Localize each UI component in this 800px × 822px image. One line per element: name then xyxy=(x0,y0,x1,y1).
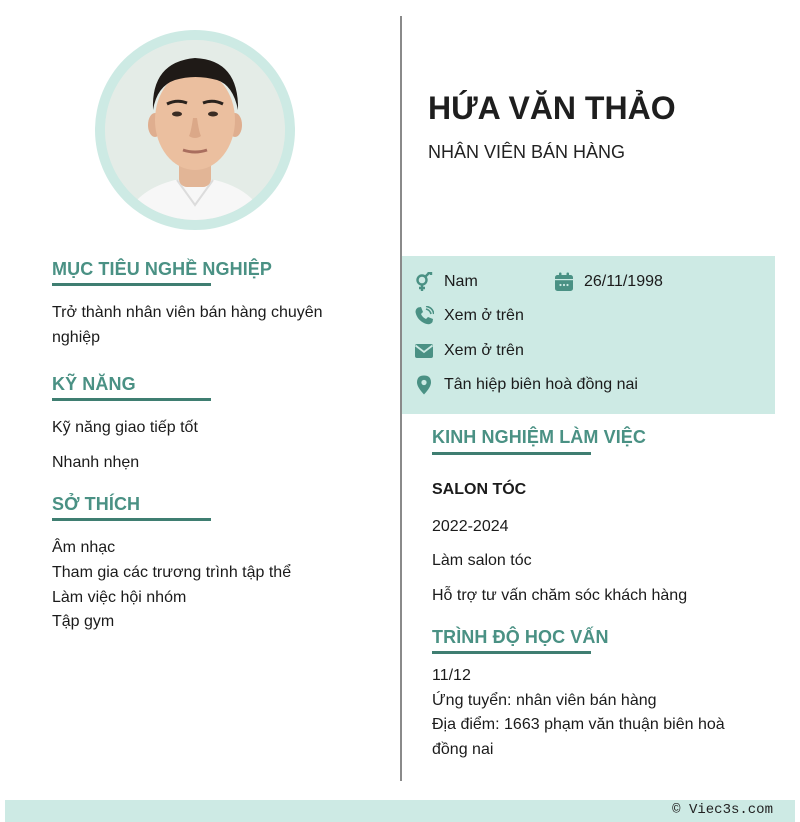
contact-gender xyxy=(414,272,478,292)
education-line: đồng nai xyxy=(432,741,494,758)
portrait-image xyxy=(105,40,285,220)
skill-item: Kỹ năng giao tiếp tốt xyxy=(52,419,198,436)
phone-value: Xem ở trên xyxy=(444,307,524,324)
candidate-name: HỨA VĂN THẢO xyxy=(428,90,676,126)
contact-panel xyxy=(402,256,775,414)
objective-heading: MỤC TIÊU NGHỀ NGHIỆP xyxy=(52,259,273,279)
objective-line-2: nghiệp xyxy=(52,329,101,346)
avatar xyxy=(105,40,285,220)
address-value: Tân hiệp biên hoà đồng nai xyxy=(444,376,638,393)
phone-icon xyxy=(414,306,434,326)
hobby-item: Âm nhạc xyxy=(52,539,116,556)
footer-copyright: © Viec3s.com xyxy=(672,802,773,818)
experience-company: SALON TÓC xyxy=(432,481,527,498)
skills-heading: KỸ NĂNG xyxy=(52,374,136,394)
objective-underline xyxy=(52,283,211,286)
experience-heading: KINH NGHIỆM LÀM VIỆC xyxy=(432,427,647,447)
hobby-item: Tập gym xyxy=(52,613,115,630)
education-underline xyxy=(432,651,591,654)
gender-icon xyxy=(414,272,434,292)
location-icon xyxy=(414,375,434,395)
education-heading: TRÌNH ĐỘ HỌC VẤN xyxy=(432,627,609,647)
contact-address xyxy=(414,375,638,395)
experience-period: 2022-2024 xyxy=(432,518,509,535)
email-icon xyxy=(414,341,434,361)
experience-role: Làm salon tóc xyxy=(432,552,532,569)
contact-phone xyxy=(414,306,524,326)
education-line: Địa điểm: 1663 phạm văn thuận biên hoà xyxy=(432,716,725,733)
education-line: 11/12 xyxy=(432,667,471,684)
avatar-frame xyxy=(95,30,295,230)
hobby-item: Làm việc hội nhóm xyxy=(52,589,187,606)
job-title: NHÂN VIÊN BÁN HÀNG xyxy=(428,142,626,162)
contact-birthday xyxy=(554,272,663,292)
email-value: Xem ở trên xyxy=(444,342,524,359)
gender-value: Nam xyxy=(444,273,478,290)
education-line: Ứng tuyển: nhân viên bán hàng xyxy=(432,692,657,709)
hobby-item: Tham gia các trương trình tập thể xyxy=(52,564,292,581)
skill-item: Nhanh nhẹn xyxy=(52,454,140,471)
hobbies-underline xyxy=(52,518,211,521)
experience-description: Hỗ trợ tư vấn chăm sóc khách hàng xyxy=(432,587,688,604)
birthday-value: 26/11/1998 xyxy=(584,273,663,290)
objective-line-1: Trở thành nhân viên bán hàng chuyên xyxy=(52,304,323,321)
skills-underline xyxy=(52,398,211,401)
hobbies-heading: SỞ THÍCH xyxy=(52,494,141,514)
experience-underline xyxy=(432,452,591,455)
contact-email xyxy=(414,341,524,361)
calendar-icon xyxy=(554,272,574,292)
footer-bar xyxy=(5,800,795,822)
